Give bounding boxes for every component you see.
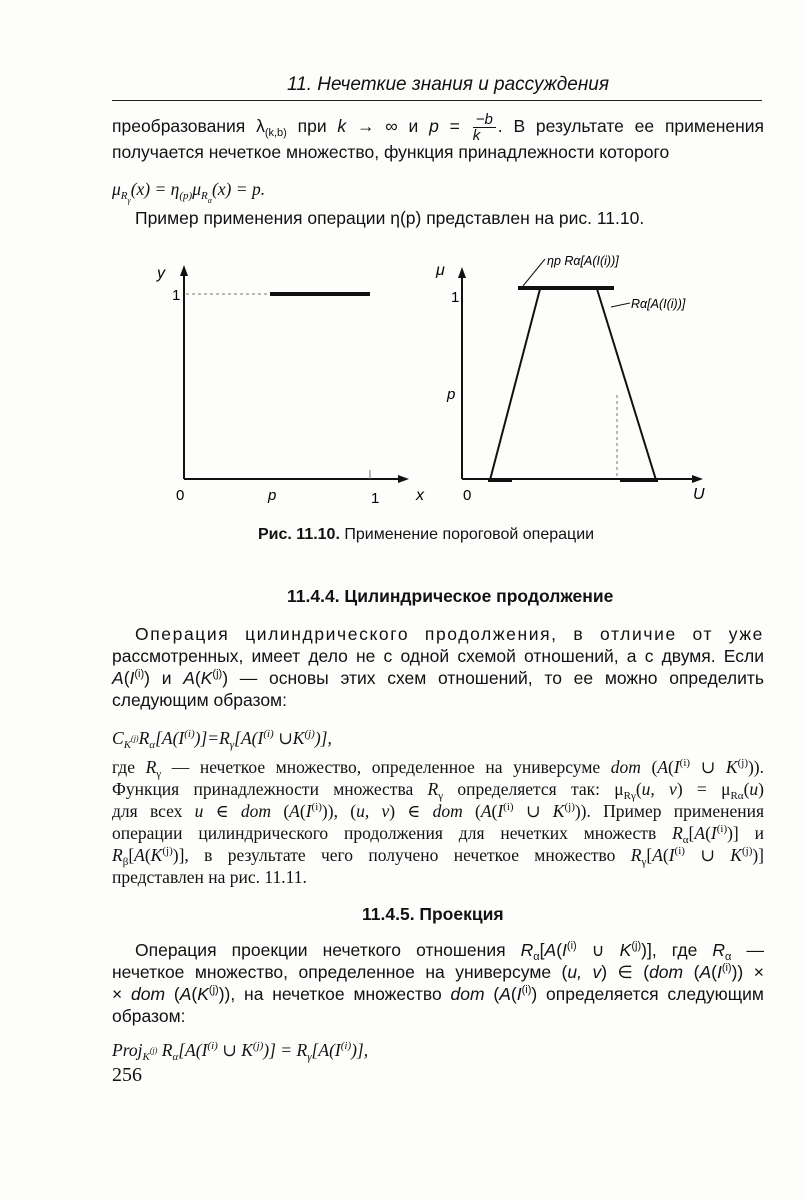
formula-projection: Proj$_{K^{(j)}}$ $R_\alpha[A(I^{(i)}$ ∪ $K^{(j)})] = R_\gamma[A(I^{(i)})]$, <box>112 1040 369 1063</box>
label-original: Rα[A(I(i))] <box>631 297 686 311</box>
tick-1-right: 1 <box>451 289 460 306</box>
tick-p: p <box>268 487 277 504</box>
p2-line-5: $R_\beta[A(K^{(j)})]$, в результате чего получено нечеткое множество $R_\gamma[A(I^{(i)}$ ∪ $K^{(j)}$)] <box>112 845 765 868</box>
axis-y-label: y <box>157 265 165 282</box>
p1-line-4: следующим образом: <box>112 690 287 710</box>
intro-line-1: преобразования $\lambda_{(k,b)}$ при k → ∞ и p = $\frac{-b}{k}$ . В результате ее применения <box>112 111 765 144</box>
trapezoid-left <box>490 289 540 480</box>
intro-formula: $\mu_{R_\gamma}(x) = \eta_{(p)}\mu_{R_\alpha}(x) = p$. <box>112 179 266 205</box>
axis-u-label: U <box>693 486 705 503</box>
section-title-11-4-4: 11.4.4. Цилиндрическое продолжение <box>287 586 614 606</box>
right-plot <box>435 255 705 504</box>
left-plot <box>156 265 425 507</box>
p2-line-6: представлен на рис. 11.11. <box>112 867 307 887</box>
axis-mu-label: μ <box>436 262 445 279</box>
p2-line-2: Функция принадлежности множества $R_\gamma$ определяется так: $\mu_{R\gamma}(u$, $v) = \mu_{R\alpha}(u)$ <box>112 779 764 802</box>
trapezoid-right <box>597 289 656 480</box>
tick-1: 1 <box>172 287 181 304</box>
origin: 0 <box>176 487 185 504</box>
p1-line-2: рассмотренных, имеет дело не с одной схемой отношений, а с двумя. Если <box>112 646 764 666</box>
running-header <box>112 72 762 101</box>
origin-right: 0 <box>463 487 472 504</box>
section-title-11-4-5: 11.4.5. Проекция <box>362 904 504 924</box>
page-number: 256 <box>112 1064 142 1086</box>
p3-line-2: нечеткое множество, определенное на универсуме (u, v) ∈ (dom $(A(I^{(i)}))$ × <box>112 962 764 982</box>
p3-line-3: × dom $(A(K^{(j)}))$, на нечеткое множество dom ($A(I^{(i)})$ определяется следующим <box>112 984 764 1004</box>
fraction: $\frac{-b}{k}$ <box>473 112 496 143</box>
tick-x-1: 1 <box>371 490 380 507</box>
running-title: 11. Нечеткие знания и рассуждения <box>287 74 609 95</box>
figure-11-10 <box>150 255 730 510</box>
p2-line-1: где $R_\gamma$ — нечеткое множество, определенное на универсуме dom ($A(I^{(i)}$ ∪ $K^{(j)}$)). <box>112 757 765 780</box>
label-result: ηp Rα[A(I(i))] <box>547 255 619 268</box>
p3-line-4: образом: <box>112 1006 186 1026</box>
figure-caption: Рис. 11.10. Применение пороговой операции <box>258 526 595 543</box>
p3-line-1: Операция проекции нечеткого отношения $R_\alpha[A(I^{(i)}$ ∪ $K^{(j)}$)], где $R_\alpha$ — <box>135 940 764 963</box>
intro-line-2: получается нечеткое множество, функция принадлежности которого <box>112 142 670 162</box>
axis-x-label: x <box>416 487 424 504</box>
p2-line-3: для всех u ∈ dom $(A(I^{(i)}))$, (u, v) ∈ dom ($A(I^{(i)}$ ∪ $K^{(j)}$)). Пример применения <box>112 801 765 821</box>
p1-line-1: Операция цилиндрического продолжения, в отличие от уже <box>135 624 764 644</box>
formula-cylindrical: $C_{K^{(j)}}R_\alpha[A(I^{(i)})]=R_\gamma[A(I^{(i)}$ $\cup K^{(j)}$)], <box>112 728 332 751</box>
tick-p-right: p <box>447 386 456 403</box>
intro-example: Пример применения операции η(p) представлен на рис. 11.10. <box>135 208 645 228</box>
p1-line-3: $A(I^{(i)})$ и $A(K^{(j)})$ — основы этих схем отношений, то ее можно определить <box>112 668 764 688</box>
p2-line-4: операции цилиндрического продолжения для нечетких множеств $R_\alpha[A(I^{(i)})]$ и <box>112 823 764 846</box>
